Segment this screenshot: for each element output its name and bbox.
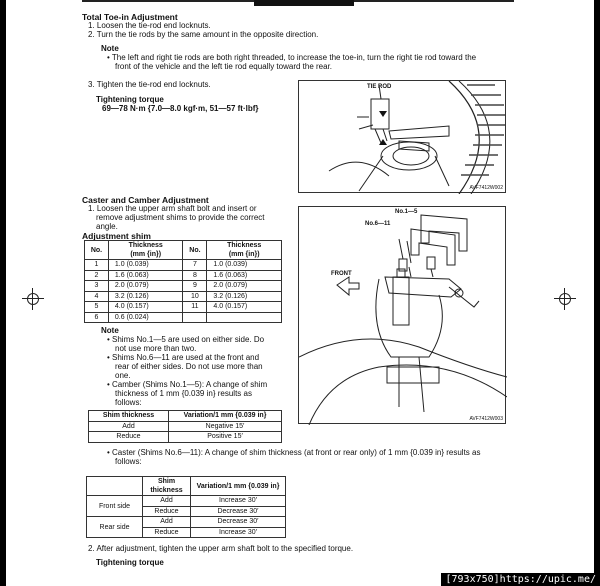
rear-side-cell: Rear side: [87, 517, 143, 538]
cell: [207, 312, 282, 323]
cell: Increase 30′: [191, 496, 286, 507]
after-adjustment-step: 2. After adjustment, tighten the upper arm shaft bolt to the specified torque.: [88, 544, 354, 553]
cell: 3.2 (0.126): [207, 291, 282, 302]
cell: 2: [85, 270, 109, 281]
cell: 9: [183, 281, 207, 292]
table-row: [89, 421, 282, 432]
caster-step1-line1: 1. Loosen the upper arm shaft bolt and insert or: [88, 204, 257, 213]
shim-header-thickness: Thickness: [108, 241, 183, 251]
cell: Add: [89, 421, 169, 432]
cell: 4.0 (0.157): [108, 302, 183, 313]
toe-torque-value: 69—78 N·m {7.0—8.0 kgf·m, 51—57 ft·lbf}: [102, 104, 259, 113]
shim-figure: [298, 206, 506, 424]
caster-note-line2: follows:: [115, 457, 142, 466]
toe-note-line2: front of the vehicle and the left tie rod equally toward the rear.: [115, 62, 333, 71]
table-row: [87, 496, 286, 507]
note2-b3-l3: follows:: [115, 398, 142, 407]
table-row: [85, 312, 282, 323]
toe-step1: 1. Loosen the tie-rod end locknuts.: [88, 21, 211, 30]
table-row: [89, 432, 282, 443]
toe-note-line1: • The left and right tie rods are both right threaded, to increase the toe-in, turn the right tie rod toward the: [107, 53, 477, 62]
cell: Add: [143, 517, 191, 528]
note2-b3-l2: thickness of 1 mm {0.039 in} results as: [115, 389, 252, 398]
tie-rod-label: TIE ROD: [367, 84, 392, 90]
caster-heading: Caster and Camber Adjustment: [82, 195, 209, 205]
cell: Decrease 30′: [191, 506, 286, 517]
cell: 1.6 (0.063): [207, 270, 282, 281]
caster-note-line1: • Caster (Shims No.6—11): A change of shim thickness (at front or rear only) of 1 mm {0.039 in} results as: [107, 448, 481, 457]
note2-b2-l3: one.: [115, 371, 131, 380]
caster-header-variation: Variation/1 mm {0.039 in}: [191, 477, 286, 496]
registration-mark-left: [22, 288, 44, 310]
camber-table: [88, 410, 282, 443]
caster-step1-line2: remove adjustment shims to provide the correct: [96, 213, 265, 222]
registration-mark-right: [554, 288, 576, 310]
cell: Reduce: [143, 527, 191, 538]
shim-header-unit2: (mm {in}): [207, 250, 282, 260]
cell: 3.2 (0.126): [108, 291, 183, 302]
note2-b1-l2: not use more than two.: [115, 344, 197, 353]
table-row: [85, 281, 282, 292]
cell: Negative 15′: [169, 421, 282, 432]
table-row: [87, 517, 286, 528]
cell: 6: [85, 312, 109, 323]
cell: Increase 30′: [191, 527, 286, 538]
cell: 8: [183, 270, 207, 281]
toe-torque-title: Tightening torque: [96, 95, 164, 104]
cell: 2.0 (0.079): [108, 281, 183, 292]
manual-page: [6, 0, 594, 586]
cell: 11: [183, 302, 207, 313]
cell: 4.0 (0.157): [207, 302, 282, 313]
caster-header-blank: [87, 477, 143, 496]
shim-label-6-11: No.6—11: [365, 221, 391, 227]
cell: Decrease 30′: [191, 517, 286, 528]
note2-b2-l1: • Shims No.6—11 are used at the front and: [107, 353, 260, 362]
tie-rod-figure: [298, 80, 506, 193]
toe-note-title: Note: [101, 44, 119, 53]
front-label: FRONT: [331, 271, 352, 277]
page-header-rule: [82, 0, 514, 5]
shim-header-unit: (mm {in}): [108, 250, 183, 260]
note2-b3-l1: • Camber (Shims No.1—5): A change of shim: [107, 380, 268, 389]
toe-heading: Total Toe-in Adjustment: [82, 12, 178, 22]
watermark: [793x750]https://upic.me/: [441, 573, 600, 586]
caster-table: [86, 476, 286, 538]
cell: 5: [85, 302, 109, 313]
cell: Positive 15′: [169, 432, 282, 443]
table-row: [85, 270, 282, 281]
cell: 3: [85, 281, 109, 292]
caster-header-shim2: thickness: [143, 486, 191, 496]
caster-step1-line3: angle.: [96, 222, 118, 231]
shim-table: [84, 240, 282, 323]
cell: 4: [85, 291, 109, 302]
caster-header-shim1: Shim: [143, 477, 191, 487]
figure1-caption: AVF7412W002: [469, 185, 503, 191]
shim-title: Adjustment shim: [82, 231, 151, 241]
camber-header-variation: Variation/1 mm {0.039 in}: [169, 411, 282, 422]
cell: 1: [85, 260, 109, 271]
shim-header-thickness2: Thickness: [207, 241, 282, 251]
shim-header-no2: No.: [183, 241, 207, 260]
cell: 1.0 (0.039): [207, 260, 282, 271]
cell: Add: [143, 496, 191, 507]
table-row: [85, 291, 282, 302]
cell: 2.0 (0.079): [207, 281, 282, 292]
suspension-drawing: [299, 207, 507, 425]
cell: Reduce: [89, 432, 169, 443]
table-row: [85, 260, 282, 271]
camber-header-shim: Shim thickness: [89, 411, 169, 422]
cell: Reduce: [143, 506, 191, 517]
front-side-cell: Front side: [87, 496, 143, 517]
cell: 1.0 (0.039): [108, 260, 183, 271]
cell: 1.6 (0.063): [108, 270, 183, 281]
note2-b2-l2: rear of either sides. Do not use more than: [115, 362, 263, 371]
shim-label-1-5: No.1—5: [395, 209, 418, 215]
tie-rod-drawing: [299, 81, 507, 194]
table-row: [85, 302, 282, 313]
figure2-caption: AVF7412W003: [469, 416, 503, 422]
cell: [183, 312, 207, 323]
toe-step2: 2. Turn the tie rods by the same amount in the opposite direction.: [88, 30, 319, 39]
torque2-title: Tightening torque: [96, 558, 164, 567]
note2-b1-l1: • Shims No.1—5 are used on either side. Do: [107, 335, 265, 344]
cell: 7: [183, 260, 207, 271]
cell: 0.6 (0.024): [108, 312, 183, 323]
cell: 10: [183, 291, 207, 302]
toe-step3: 3. Tighten the tie-rod end locknuts.: [88, 80, 211, 89]
shim-header-no: No.: [85, 241, 109, 260]
note2-title: Note: [101, 326, 119, 335]
